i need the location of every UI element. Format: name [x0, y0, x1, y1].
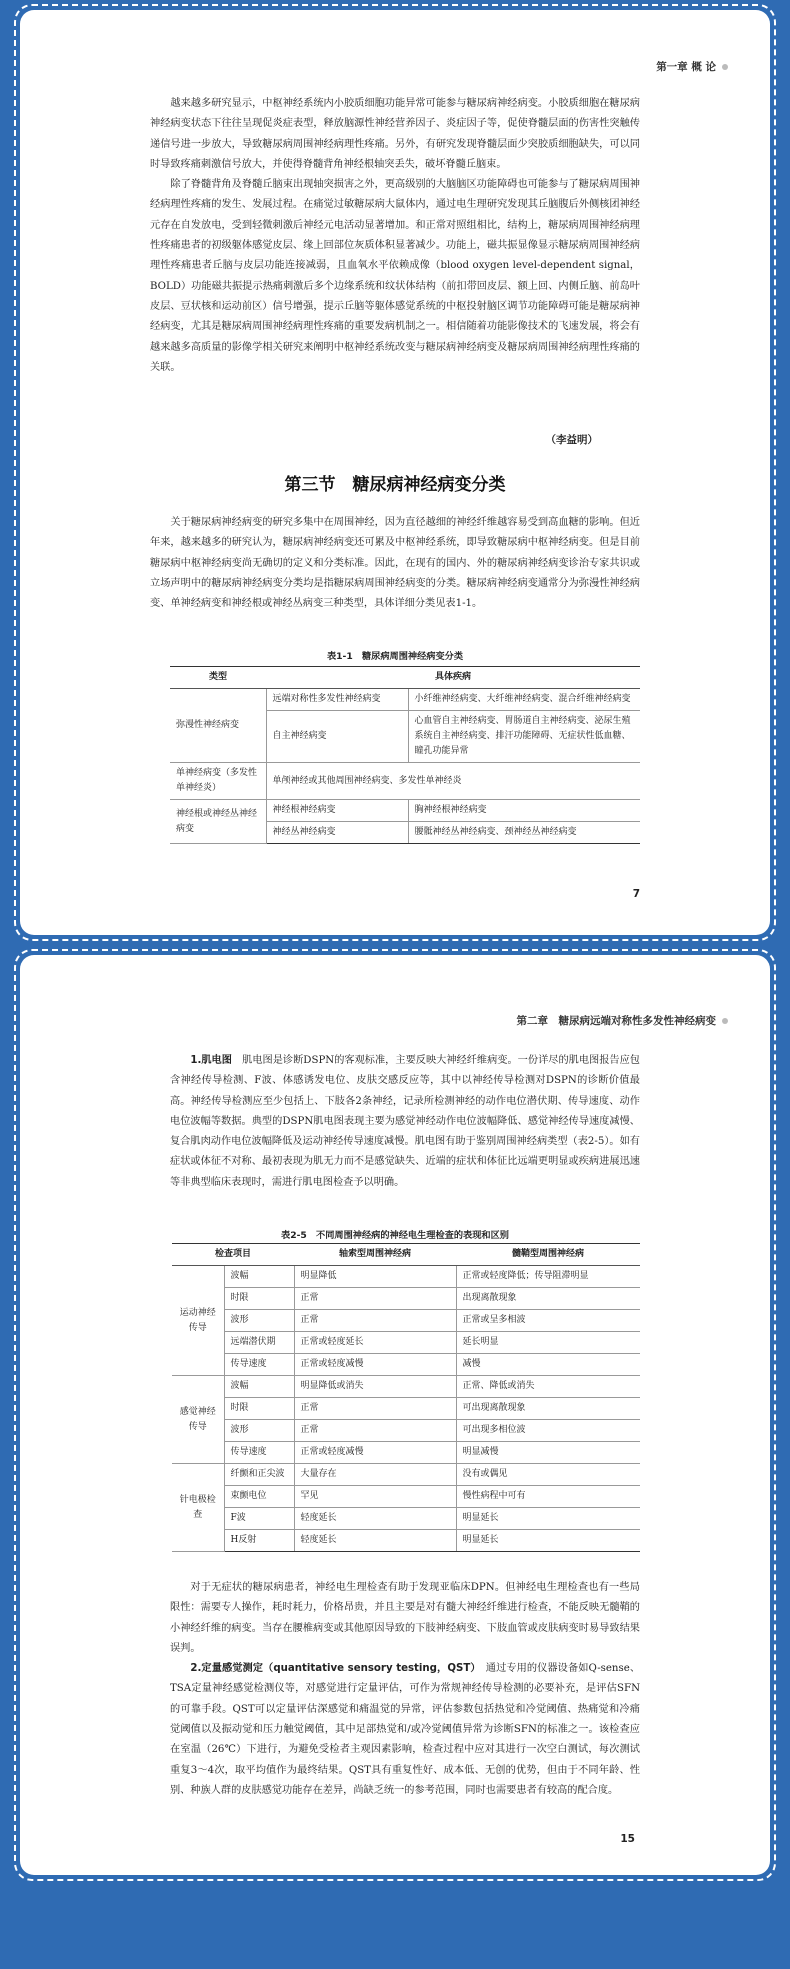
table-cell: 远端对称性多发性神经病变: [266, 689, 408, 711]
table-cell: 明显减慢: [456, 1442, 640, 1464]
body-text-block: [150, 94, 640, 378]
running-head-text: 第二章 糖尿病远端对称性多发性神经病变: [516, 1015, 716, 1027]
page-number: 15: [620, 1833, 635, 1845]
table-cell: 神经丛神经病变: [266, 822, 408, 844]
table-group-label: 运动神经传导: [172, 1266, 224, 1376]
table-cell: 正常: [294, 1310, 456, 1332]
table-row: [172, 1398, 640, 1420]
table-header: 检查项目: [172, 1244, 294, 1266]
table-row: [172, 1464, 640, 1486]
table-row: [172, 1530, 640, 1552]
section-title: 第三节 糖尿病神经病变分类: [284, 475, 506, 495]
background-band: [0, 1875, 790, 1969]
table-cell: 慢性病程中可有: [456, 1486, 640, 1508]
bullet-dot-icon: [722, 1018, 728, 1024]
table-row: [172, 1332, 640, 1354]
table-cell: 波形: [224, 1420, 294, 1442]
table-cell: 波幅: [224, 1266, 294, 1288]
table-row: [172, 1508, 640, 1530]
paragraph: 关于糖尿病神经病变的研究多集中在周围神经，因为直径越细的神经纤维越容易受到高血糖的影响。但近年来，越来越多的研究认为，糖尿病神经病变还可累及中枢神经系统，即导致糖尿病中枢神经病变。但是目前糖尿病中枢神经病变尚无确切的定义和分类标准。因此，在现有的国内、外的糖尿病神经病变诊治专家共识或立场声明中的糖尿病神经病变分类均是指糖尿病周围神经病变的分类。糖尿病神经病变通常分为弥漫性神经病变、单神经病变和神经根或神经丛病变三种类型，具体详细分类见表1-1。: [150, 517, 640, 610]
author-credit: （李益明）: [545, 434, 598, 446]
book-page-15: [20, 955, 770, 1875]
table-cell: 可出现多相位波: [456, 1420, 640, 1442]
book-page-7: [20, 10, 770, 935]
table-cell: 正常或轻度减慢: [294, 1354, 456, 1376]
table-row: [172, 1486, 640, 1508]
table-cell: 没有或偶见: [456, 1464, 640, 1486]
table-row: [172, 1376, 640, 1398]
bullet-dot-icon: [722, 64, 728, 70]
table-cell: 时限: [224, 1398, 294, 1420]
table-group-label: 感觉神经传导: [172, 1376, 224, 1464]
table-cell: 大量存在: [294, 1464, 456, 1486]
table-cell: 波幅: [224, 1376, 294, 1398]
table-row: [172, 1420, 640, 1442]
table-cell: 轻度延长: [294, 1530, 456, 1552]
table-cell: 自主神经病变: [266, 711, 408, 763]
table-cell: 弥漫性神经病变: [170, 689, 266, 763]
table-cell: 轻度延长: [294, 1508, 456, 1530]
table-cell: 胸神经根神经病变: [408, 800, 640, 822]
table-header: 类型: [170, 667, 266, 689]
table-cell: 明显延长: [456, 1530, 640, 1552]
after-table-text: [170, 1578, 640, 1801]
table-header-row: [172, 1244, 640, 1266]
table-cell: H反射: [224, 1530, 294, 1552]
table-header: 具体疾病: [266, 667, 640, 689]
table-cell: F波: [224, 1508, 294, 1530]
table-cell: 正常、降低或消失: [456, 1376, 640, 1398]
table-cell: 神经根神经病变: [266, 800, 408, 822]
table-cell: 远端潜伏期: [224, 1332, 294, 1354]
classification-table: [170, 666, 640, 844]
table-cell: 可出现离散现象: [456, 1398, 640, 1420]
table-cell: 小纤维神经病变、大纤维神经病变、混合纤维神经病变: [408, 689, 640, 711]
section-body-text: [150, 513, 640, 614]
table-cell: 正常: [294, 1398, 456, 1420]
table-header: 轴索型周围神经病: [294, 1244, 456, 1266]
table-cell: 波形: [224, 1310, 294, 1332]
table-cell: 明显延长: [456, 1508, 640, 1530]
table-row: [172, 1354, 640, 1376]
paragraph: [170, 1659, 640, 1801]
table-cell: 明显降低或消失: [294, 1376, 456, 1398]
table-group-label: 针电极检查: [172, 1464, 224, 1552]
table-caption: 表1-1 糖尿病周围神经病变分类: [326, 651, 464, 662]
subsection-heading: 2.定量感觉测定（quantitative sensory testing，QST）: [190, 1663, 476, 1675]
table-cell: 单神经病变（多发性单神经炎）: [170, 763, 266, 800]
table-cell: 减慢: [456, 1354, 640, 1376]
table-header: 髓鞘型周围神经病: [456, 1244, 640, 1266]
table-row: [170, 800, 640, 822]
table-cell: 腰骶神经丛神经病变、颈神经丛神经病变: [408, 822, 640, 844]
table-cell: 正常或轻度降低；传导阻滞明显: [456, 1266, 640, 1288]
page-number: 7: [632, 888, 640, 900]
table-cell: 罕见: [294, 1486, 456, 1508]
paragraph: [170, 1051, 640, 1193]
emg-section: [170, 1051, 640, 1193]
table-cell: 正常: [294, 1288, 456, 1310]
paragraph: 除了脊髓背角及脊髓丘脑束出现轴突损害之外，更高级别的大脑脑区功能障碍也可能参与了糖尿病周围神经病理性疼痛的发生、发展过程。在痛觉过敏糖尿病大鼠体内，通过电生理研究发现其丘脑腹后外侧核团神经元存在自发放电，受到轻微刺激后神经元电活动显著增加。和正常对照组相比，结构上，糖尿病周围神经病理性疼痛患者的初级躯体感觉皮层、缘上回部位灰质体积显著减少。功能上，磁共振显像显示糖尿病周围神经病理性疼痛患者丘脑与皮层功能连接减弱，且血氧水平依赖成像（blood oxygen level-dependent signal，BOLD）功能磁共振提示热痛刺激后多个边缘系统和纹状体结构（前扣带回皮层、额上回、内侧丘脑、前岛叶皮层、豆状核和运动前区）信号增强，提示丘脑等躯体感觉系统的中枢投射脑区调节功能障碍可能是糖尿病神经病变，尤其是糖尿病周围神经病理性疼痛的重要发病机制之一。相信随着功能影像技术的飞速发展，将会有越来越多高质量的影像学相关研究来阐明中枢神经系统改变与糖尿病神经病变及糖尿病周围神经病理性疼痛的关联。: [150, 179, 640, 373]
table-body: [172, 1266, 640, 1552]
emg-comparison-table: [172, 1243, 640, 1552]
table-cell: 传导速度: [224, 1442, 294, 1464]
table-cell: 明显降低: [294, 1266, 456, 1288]
table-cell: 纤颤和正尖波: [224, 1464, 294, 1486]
table-row: [172, 1442, 640, 1464]
running-head-text: 第一章 概 论: [656, 61, 716, 73]
table-cell: 正常或呈多相波: [456, 1310, 640, 1332]
table-cell: 正常或轻度延长: [294, 1332, 456, 1354]
paragraph: 越来越多研究显示，中枢神经系统内小胶质细胞功能异常可能参与糖尿病神经病变。小胶质细胞在糖尿病神经病变状态下往往呈现促炎症表型，释放脑源性神经营养因子、炎症因子等，促使脊髓层面的伤害性突触传递信号进一步放大，导致糖尿病周围神经病理性疼痛。另外，有研究发现脊髓层面少突胶质细胞缺失，可以同时导致疼痛刺激信号放大，并使得脊髓背角神经根轴突丢失，破坏脊髓丘脑束。: [150, 98, 640, 170]
subsection-heading: 1.肌电图: [190, 1055, 232, 1066]
paragraph-text: 通过专用的仪器设备如Q-sense、TSA定量神经感觉检测仪等，对感觉进行定量评估，可作为常规神经传导检测的必要补充，是评估SFN的可靠手段。QST可以定量评估深感觉和痛温觉的异常，评估参数包括热觉和冷觉阈值、热痛觉和冷痛觉阈值以及振动觉和压力触觉阈值，其中足部热觉和/或冷觉阈值异常为诊断SFN的标准之一。该检查应在室温（26℃）下进行，为避免受检者主观因素影响，检查过程中应对其进行一次空白测试，每次测试重复3～4次，取平均值作为最终结果。QST具有重复性好、成本低、无创的优势，但由于不同年龄、性别、种族人群的皮肤感觉功能存在差异，尚缺乏统一的参考范围，同时也需要患者有较高的配合度。: [170, 1663, 641, 1796]
table-cell: 正常或轻度减慢: [294, 1442, 456, 1464]
table-cell: 时限: [224, 1288, 294, 1310]
table-row: [170, 689, 640, 711]
table-cell: 心血管自主神经病变、胃肠道自主神经病变、泌尿生殖系统自主神经病变、排汗功能障碍、无症状性低血糖、瞳孔功能异常: [408, 711, 640, 763]
table-cell: 单颅神经或其他周围神经病变、多发性单神经炎: [266, 763, 640, 800]
table-row: [172, 1266, 640, 1288]
table-caption: 表2-5 不同周围神经病的神经电生理检查的表现和区别: [281, 1230, 509, 1241]
table-cell: 传导速度: [224, 1354, 294, 1376]
table-cell: 正常: [294, 1420, 456, 1442]
paragraph-text: 肌电图是诊断DSPN的客观标准，主要反映大神经纤维病变。一份详尽的肌电图报告应包含神经传导检测、F波、体感诱发电位、皮肤交感反应等，其中以神经传导检测对DSPN的诊断价值最高。神经传导检测应至少包括上、下肢各2条神经，记录所检测神经的动作电位潜伏期、传导速度、动作电位波幅等数据。典型的DSPN肌电图表现主要为感觉神经动作电位波幅降低、感觉神经传导速度减慢、复合肌肉动作电位波幅降低及运动神经传导速度减慢。肌电图有助于鉴别周围神经病类型（表2-5）。如有症状或体征不对称、最初表现为肌无力而不是感觉缺失、近端的症状和体征比远端更明显或疾病进展迅速等非典型临床表现时，需进行肌电图检查予以明确。: [170, 1055, 640, 1188]
table-row: [172, 1288, 640, 1310]
table-cell: 束颤电位: [224, 1486, 294, 1508]
table-row: [170, 763, 640, 800]
table-cell: 神经根或神经丛神经病变: [170, 800, 266, 844]
table-cell: 延长明显: [456, 1332, 640, 1354]
table-row: [172, 1310, 640, 1332]
table-cell: 出现离散现象: [456, 1288, 640, 1310]
table-header-row: [170, 667, 640, 689]
running-head: [517, 1013, 729, 1028]
running-head: [656, 59, 728, 74]
paragraph: 对于无症状的糖尿病患者，神经电生理检查有助于发现亚临床DPN。但神经电生理检查也有一些局限性：需要专人操作，耗时耗力，价格昂贵，并且主要是对有髓大神经纤维进行检查，不能反映无髓鞘的小神经纤维的病变。当存在腰椎病变或其他原因导致的下肢神经病变、下肢血管或皮肤病变时易导致结果误判。: [170, 1582, 640, 1654]
